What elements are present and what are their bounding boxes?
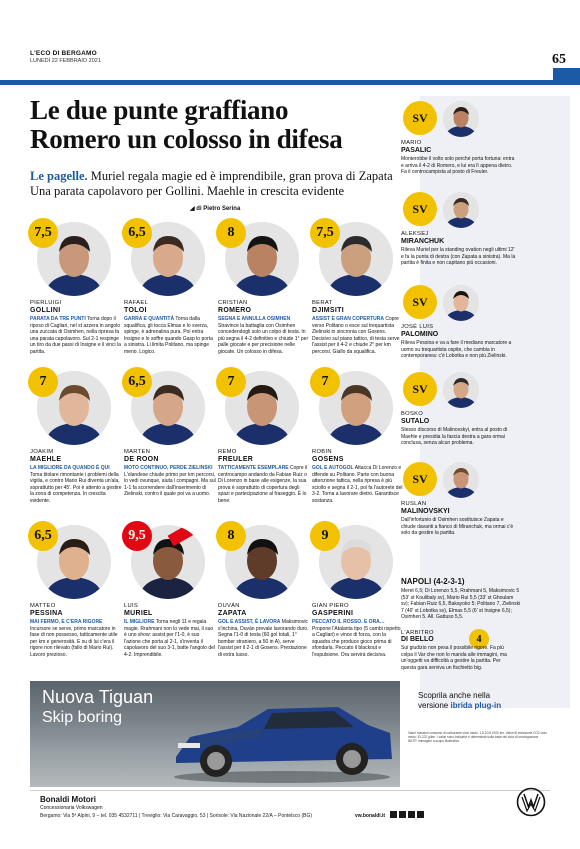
player-review: GOL E ASSIST, È LAVORA Maksimovic s'inchina, Duván prevale lavorando duro. Segna l'1-0 di testa (60 gol totali, 1° bomber straniero, a 50 in A), serve l'assist per il 2-1 di Gosens. Prestazione di extra lusso.	[218, 619, 309, 658]
player-review: ASSIST E GRAN COPERTURA Copre verso Politano o esce sul trequartista Zielinski in sincronia con Gosens. Decisivo sul piano tattico, di testa serve l'assist per il 4-2 e chiude 2° per km percorsi. Giallo da squalifica.	[312, 316, 400, 355]
advertisement[interactable]	[30, 681, 550, 787]
player-review: LA MIGLIORE DA QUANDO È QUI Toma titolare rimontante i problemi della vigilia, e contro Mario Rui diventa un'ala, soprattutto per 45'. Poi è attento a gestire la zona di competenza. In crescita evidente.	[30, 465, 122, 504]
player-first-name: ROBIN	[312, 449, 332, 455]
player-photo	[443, 192, 479, 228]
player-last-name: GOSENS	[312, 456, 344, 463]
player-first-name: BOSKO	[401, 411, 424, 417]
player-last-name: PALOMINO	[401, 331, 439, 338]
player-review: MAI FERMO, E C'ERA RIGORE Incursore se serve, primo marcatore in fase di non possesso, tatticamente utile per km e generosità. E su di lui c'era il rigore non rilevato (fallo di Mario Rui). Lavoro prezioso.	[30, 619, 118, 658]
grade-badge: 6,5	[122, 218, 152, 248]
facebook-icon[interactable]	[390, 811, 397, 818]
referee-box: L'ARBITRO DI BELLO 4 Sui giudizio non pesa il possibile rigore. Fa più colpa il Var che non lo manda alle immagini, ma un'oggetti va difficoltà a gestire la partita. Per questa gara serviva un fischietto big.	[401, 630, 507, 671]
player-last-name: MIRANCHUK	[401, 238, 445, 245]
player-review: PARATA DA TRE PUNTI Torna dopo il riposo di Cagliari, nel st azzera in angolo una zuccata di Osimhen, nella ripresa fa una parata capolavoro. Sul 2-1 respinge un tiro da due passi di Insigne e il vinci la partita.	[30, 316, 121, 355]
article-subtitle: Le pagelle. Muriel regala magie ed è imprendibile, gran prova di Zapata Una parata capolavoro per Gollini. Maehle in crescita evidente	[30, 169, 393, 198]
player-first-name: RUSLAN	[401, 501, 427, 507]
youtube-icon[interactable]	[408, 811, 415, 818]
dealer-footer	[30, 790, 550, 823]
player-review: TATTICAMENTE ESEMPLARE Copre il centrocampo andando da Fabian Ruiz o Di Lorenzo in base alle esigenze, la sua prova è soprattutto di copertura degli spazi e partecipazione al fraseggio. È lo bene.	[218, 465, 308, 504]
player-first-name: DUVÁN	[218, 603, 240, 609]
grade-badge: SV	[403, 285, 437, 319]
player-first-name: MARIO	[401, 140, 422, 146]
grade-badge: 9	[310, 521, 340, 551]
byline: ◢ di Pietro Serina	[190, 206, 241, 212]
volkswagen-logo-icon	[516, 787, 546, 817]
player-first-name: MARTEN	[124, 449, 151, 455]
grade-badge: SV	[403, 462, 437, 496]
ad-right-line2: versione ibrida plug-in	[418, 701, 502, 710]
grade-badge: 6,5	[122, 367, 152, 397]
ad-tagline: Skip boring	[42, 709, 123, 726]
player-last-name: TOLOI	[124, 307, 147, 314]
player-last-name: PASALIC	[401, 147, 432, 154]
player-last-name: FREULER	[218, 456, 254, 463]
grade-badge: 8	[216, 218, 246, 248]
player-last-name: PESSINA	[30, 610, 63, 617]
grade-badge: 9,5	[122, 521, 152, 551]
grade-badge: 7	[310, 367, 340, 397]
player-review: Rileva Muriel per la standing ovation negli ultimi 12' e fa la punta di destra (con Zapata a sinistra). Ma la partita è finita e non capitano più occasioni.	[401, 247, 516, 267]
player-last-name: GOLLINI	[30, 307, 61, 314]
grade-badge: SV	[403, 192, 437, 226]
player-first-name: RAFAEL	[124, 300, 149, 306]
referee-grade-badge: 4	[469, 629, 489, 649]
player-review: Monterobbe il volto solo perché porta fortuna: entra e arriva il 4-2 di Romero, e lui era lì appena dietro. Fa il centrocampista al posto di Freuler.	[401, 156, 515, 176]
player-first-name: MATTEO	[30, 603, 56, 609]
player-review: PECCATO IL ROSSO. E ORA… Propone l'Atalanta tipo (5 cambi rispetto a Cagliari) e vince di forza, con la squadra che produce gioco prima di sfondarla. Peccato il blackout e l'espulsione. Ora servirà decisiva.	[312, 619, 401, 658]
grade-badge: 7	[28, 367, 58, 397]
grade-badge: 7	[216, 367, 246, 397]
player-last-name: ZAPATA	[218, 610, 247, 617]
car-illustration	[168, 697, 396, 785]
player-first-name: JOAKIM	[30, 449, 54, 455]
dealer-subtitle: Concessionaria Volkswagen	[40, 805, 103, 811]
player-last-name: GASPERINI	[312, 610, 354, 617]
player-first-name: GIAN PIERO	[312, 603, 349, 609]
player-photo	[443, 462, 479, 498]
player-review: MOTO CONTINUO, PERDE ZIELINSKI L'olandese chiude primo per km percorsi, lo vedi ovunque, aiuta i compagni. Ma sul 1-1 fa scorrendere dall'inserimento di Zielinski, contro il quale poi va a uomo.	[124, 465, 216, 498]
player-last-name: MALINOVSKYI	[401, 508, 450, 515]
player-photo	[443, 101, 479, 137]
player-review: SEGNA E ANNULLA OSIMHEN Stravince la battaglia con Osimhen concedendogli solo un colpo di testa. In più segna il 4-2 definitivo e chiude 1° per palle giocate e per precisione nelle giocate. Un colosso in difesa.	[218, 316, 309, 355]
player-last-name: DE ROON	[124, 456, 159, 463]
opponent-team: NAPOLI (4-2-3-1) Meret 6,5; Di Lorenzo 5,5, Rrahmani 5, Maksimovic 5 (53' st Koulibaly sv), Mario Rui 5,5 (33' st Ghoulam sv); Fabian Ruiz 6,5, Bakayoko 5; Politano 7, Zielinski 7 (40' st Lobotka sv), Elmas 5,5 (6' st Insigne 6,5); Osimhen 5. All. Gattuso 5,5.	[401, 577, 521, 621]
player-first-name: BERAT	[312, 300, 333, 306]
player-review: Stesso discorso di Malinovskyi, entra al posto di Maehle e presidia la fascia destra a gara ormai conclusa, senza alcun problema.	[401, 427, 508, 447]
social-icons	[390, 811, 424, 818]
player-first-name: PIERLUIGI	[30, 300, 62, 306]
player-last-name: SUTALO	[401, 418, 430, 425]
player-last-name: ROMERO	[218, 307, 252, 314]
ad-fine-print: Valori massimi consumo di carburante ciclo misto: 1,5-10,8 l/100 km. Valori di emissione CO2 ciclo misto: 33-222 g/km. I valori sono indicativi e determinati sulla base del ciclo di omologazione WLTP. Immagine a scopo illustrativo.	[408, 731, 547, 743]
ad-image	[30, 681, 400, 787]
grade-badge: SV	[403, 101, 437, 135]
issue-date: LUNEDÌ 22 FEBBRAIO 2021	[30, 58, 101, 64]
player-first-name: JOSÉ LUIS	[401, 324, 434, 330]
grade-badge: 7,5	[28, 218, 58, 248]
player-last-name: DJIMSITI	[312, 307, 344, 314]
dealer-website[interactable]: vw.bonaldi.it	[355, 813, 386, 819]
player-photo	[443, 285, 479, 321]
player-first-name: ALEKSEJ	[401, 231, 429, 237]
player-first-name: LUIS	[124, 603, 139, 609]
player-review: Rileva Pessina e va a fare il mediano marcatore a uomo su trequartista ospite, che cambia in contemporanea: c'è Lobotka e non più Zielinski.	[401, 340, 512, 360]
grade-badge: SV	[403, 372, 437, 406]
header-bar	[0, 68, 580, 85]
page-number: 65	[552, 52, 566, 67]
grade-badge: 6,5	[28, 521, 58, 551]
dealer-address: Bergamo: Via 5ª Alpini, 9 – tel. 035 4532711 | Treviglio: Via Caravaggio, 53 | Sorisole: Via Nazionale 22/A – Pontelsco (BG)	[40, 813, 313, 819]
article-title: Le due punte graffiano Romero un colosso in difesa	[30, 95, 343, 154]
grade-badge: 7,5	[310, 218, 340, 248]
ad-right-line1: Scoprila anche nella	[418, 691, 491, 700]
newspaper-name: L'ECO DI BERGAMO	[30, 50, 97, 57]
player-last-name: MURIEL	[124, 610, 153, 617]
ad-headline: Nuova Tiguan	[42, 687, 154, 707]
dealer-name: Bonaldi Motori	[40, 795, 96, 804]
player-review: Dall'infortunio di Osimhen sostituisce Zapata e chiude davanti a fianco di Miranchuk, ma ormai c'è solo da gestire la partita.	[401, 517, 514, 537]
player-review: IL MIGLIORE Torna negli 11 e regala magie. Rrahmani non lo vede mai, il suo è uno show: assist per l'1-0, è suo l'azione che porta al 2-1, s'inventa il capolavoro del suo 3-1, batte l'angolo del 4-2. Imprendibile.	[124, 619, 216, 658]
player-first-name: CRISTIAN	[218, 300, 248, 306]
grade-badge: 8	[216, 521, 246, 551]
linkedin-icon[interactable]	[417, 811, 424, 818]
player-review: GOL E AUTOGOL Attacca Di Lorenzo e difende su Politano. Parte con buona attenzione tattica, nella ripresa è più sciolto e segna il 2-1, poi fa l'autorete del 3-2. Torna a lavorare dietro. Garantisce sostanza.	[312, 465, 403, 504]
player-last-name: MAEHLE	[30, 456, 62, 463]
instagram-icon[interactable]	[399, 811, 406, 818]
player-review: GARRA E QUANTITÀ Torna dalla squalifica, gli tocca Elmas e lo sverza, spinge, è adrenalina pura. Poi entra Insigne e lo soffre quando Gasp lo porta a sinistra. Li limita Politano, ma spinge meno. Logico.	[124, 316, 213, 355]
player-photo	[443, 372, 479, 408]
player-first-name: REMO	[218, 449, 237, 455]
